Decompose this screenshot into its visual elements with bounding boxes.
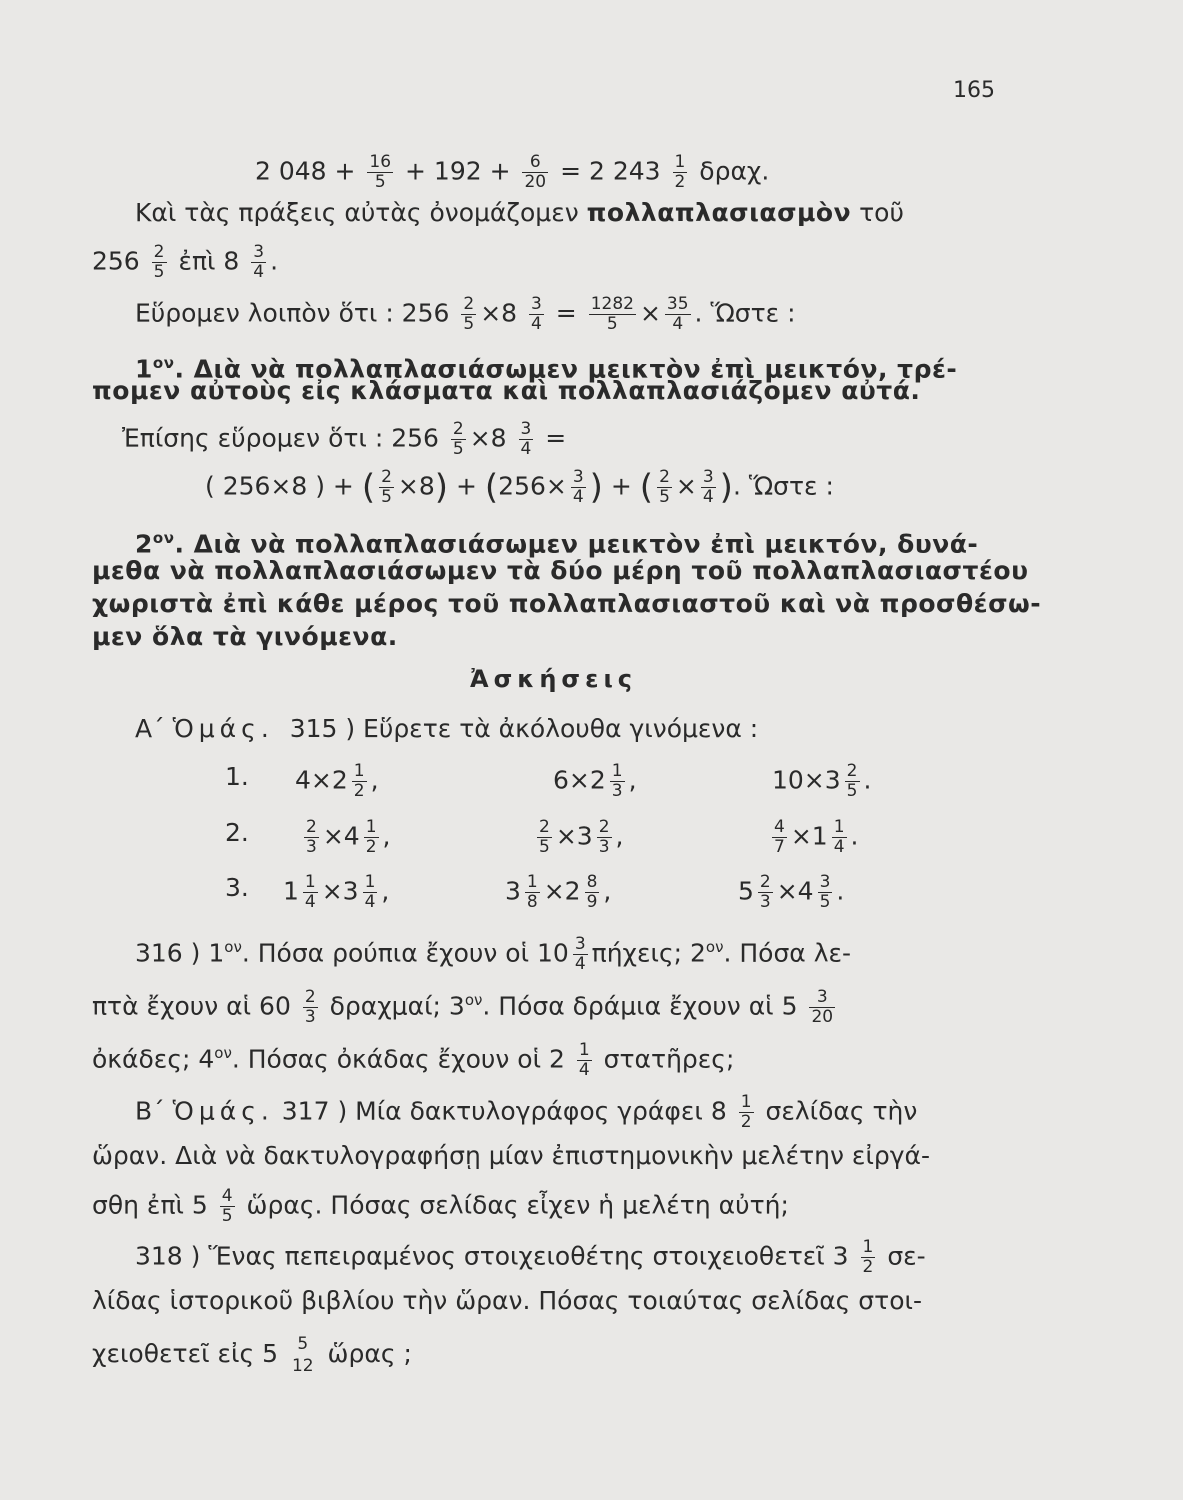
exercise-318: 318 ) Ἕνας πεπειραμένος στοιχειοθέτης στοιχειοθετεῖ 3 $\frac{1}{2}$ σε- xyxy=(135,1237,926,1277)
fraction: $\frac{2}{3}$ xyxy=(306,817,317,857)
fraction: $\frac{4}{7}$ xyxy=(774,817,785,857)
exercise-317-cont: ὥραν. Διὰ νὰ δακτυλογραφήσῃ μίαν ἐπιστημονικὴν μελέτην εἰργά- xyxy=(92,1141,931,1170)
fraction: $\frac{8}{9}$ xyxy=(586,872,598,912)
exercise-318-cont: χειοθετεῖ εἰς 5 5 12 ὥρας ; xyxy=(92,1334,412,1376)
fraction: 5 12 xyxy=(291,1334,314,1376)
fraction: $\frac{2}{3}$ xyxy=(598,817,610,857)
fraction: $\frac{1}{2}$ xyxy=(365,817,377,857)
fraction: $\frac{1}{4}$ xyxy=(578,1039,590,1080)
fraction: $\frac{4}{5}$ xyxy=(221,1186,233,1226)
fraction: $\frac{1}{4}$ xyxy=(304,872,316,912)
fraction: $\frac{1}{2}$ xyxy=(740,1092,752,1132)
fraction: $\frac{2}{5}$ xyxy=(539,817,550,857)
text-line: 256 $\frac{2}{5}$ ἐπὶ 8 $\frac{3}{4}$ . xyxy=(92,242,279,282)
sum-equation: 2 048 + $\frac{16}{5}$ + 192 + $\frac{6}{20}$ = 2 243 $\frac{1}{2}$ δραχ. xyxy=(255,152,770,192)
fraction: $\frac{3}{4}$ xyxy=(531,294,542,334)
exercise-item: 3 $\frac{1}{8}$ ×2 $\frac{8}{9}$ , xyxy=(505,872,612,912)
fraction: $\frac{3}{4}$ xyxy=(520,419,532,459)
exercise-item: 5 $\frac{2}{3}$ ×4 $\frac{3}{5}$ . xyxy=(738,872,845,912)
exercise-316-cont: πτὰ ἔχουν αἱ 60 $\frac{2}{3}$ δραχμαί; $3^{o\nu}$. Πόσα δράμια ἔχουν αἱ 5 $\frac{3}{20}$ xyxy=(92,986,834,1027)
text-line: Καὶ τὰς πράξεις αὐτὰς ὀνομάζομεν πολλαπλασιασμὸν τοῦ xyxy=(135,198,904,227)
fraction: $\frac{3}{4}$ xyxy=(702,467,714,507)
fraction: $\frac{2}{5}$ xyxy=(463,294,475,334)
fraction: $\frac{3}{4}$ xyxy=(572,467,584,507)
exercise-317-cont: σθη ἐπὶ 5 $\frac{4}{5}$ ὥρας. Πόσας σελίδας εἶχεν ἡ μελέτη αὐτή; xyxy=(92,1186,789,1226)
fraction: $\frac{1}{3}$ xyxy=(611,761,623,801)
fraction: $\frac{35}{4}$ xyxy=(666,294,689,334)
exercise-316: 316 ) $1^{o\nu}$. Πόσα ρούπια ἔχουν οἱ 10 $\frac{3}{4}$ πήχεις; $2^{o\nu}$. Πόσα λε- xyxy=(135,933,852,974)
fraction: $\frac{1}{4}$ xyxy=(364,872,376,912)
exercise-item: $\frac{4}{7}$ ×1 $\frac{1}{4}$ . xyxy=(774,817,859,857)
fraction: $\frac{2}{5}$ xyxy=(846,761,858,801)
exercise-item: 6×2 $\frac{1}{3}$ , xyxy=(553,761,637,801)
text-line: Εὕρομεν λοιπὸν ὅτι : 256 $\frac{2}{5}$ ×8 $\frac{3}{4}$ = $\frac{1282}{5}$ × $\frac{35}{4}$ . Ὥστε : xyxy=(135,294,796,334)
rule-2-cont: μεν ὅλα τὰ γινόμενα. xyxy=(92,622,398,651)
section-heading: Ἀσκήσεις xyxy=(470,665,638,693)
fraction: $\frac{1}{2}$ xyxy=(674,152,686,192)
rule-2-cont: μεθα νὰ πολλαπλασιάσωμεν τὰ δύο μέρη τοῦ πολλαπλασιαστέου xyxy=(92,556,1029,585)
rule-2: $2^{o\nu}$. Διὰ νὰ πολλαπλασιάσωμεν μεικτὸν ἐπὶ μεικτόν, δυνά- xyxy=(135,529,979,559)
group-a-header: Α΄ Ὁμάς. 315 ) Εὕρετε τὰ ἀκόλουθα γινόμενα : xyxy=(135,714,759,743)
fraction: $\frac{6}{20}$ xyxy=(524,152,547,192)
fraction: $\frac{2}{5}$ xyxy=(381,467,392,507)
rule-1: $1^{o\nu}$. Διὰ νὰ πολλαπλασιάσωμεν μεικτὸν ἐπὶ μεικτόν, τρέ- xyxy=(135,354,958,384)
page-number: 165 xyxy=(953,78,995,103)
exercise-317: Β΄ Ὁμάς. 317 ) Μία δακτυλογράφος γράφει 8 $\frac{1}{2}$ σελίδας τὴν xyxy=(135,1092,918,1132)
exercise-label: 1. xyxy=(225,762,249,791)
exercise-item: 4×2 $\frac{1}{2}$ , xyxy=(295,761,379,801)
fraction: $\frac{16}{5}$ xyxy=(369,152,392,192)
fraction: $\frac{1}{2}$ xyxy=(353,761,365,801)
text-line: Ἐπίσης εὕρομεν ὅτι : 256 $\frac{2}{5}$ ×8 $\frac{3}{4}$ = xyxy=(122,419,567,459)
exercise-316-cont: ὀκάδες; $4^{o\nu}$. Πόσας ὀκάδας ἔχουν οἱ 2 $\frac{1}{4}$ στατῆρες; xyxy=(92,1039,735,1080)
expansion-equation: ( 256×8 ) + ( $\frac{2}{5}$ ×8) + (256× $\frac{3}{4}$ ) + ( $\frac{2}{5}$ × $\frac{3}{4}$ ). Ὥστε : xyxy=(205,467,834,508)
fraction: $\frac{3}{5}$ xyxy=(819,872,831,912)
fraction: $\frac{3}{4}$ xyxy=(574,933,586,974)
exercise-item: $\frac{2}{5}$ ×3 $\frac{2}{3}$ , xyxy=(539,817,624,857)
fraction: $\frac{3}{4}$ xyxy=(253,242,265,282)
rule-2-cont: χωριστὰ ἐπὶ κάθε μέρος τοῦ πολλαπλασιαστοῦ καὶ νὰ προσθέσω- xyxy=(92,589,1042,618)
fraction: $\frac{1282}{5}$ xyxy=(590,294,634,334)
exercise-318-cont: λίδας ἱστορικοῦ βιβλίου τὴν ὥραν. Πόσας τοιαύτας σελίδας στοι- xyxy=(92,1286,922,1315)
exercise-item: 1 $\frac{1}{4}$ ×3 $\frac{1}{4}$ , xyxy=(283,872,390,912)
fraction: $\frac{2}{5}$ xyxy=(153,242,165,282)
fraction: $\frac{2}{5}$ xyxy=(659,467,670,507)
fraction: $\frac{2}{3}$ xyxy=(759,872,771,912)
fraction: $\frac{1}{2}$ xyxy=(862,1237,874,1277)
fraction: $\frac{2}{3}$ xyxy=(304,986,316,1027)
exercise-item: $\frac{2}{3}$ ×4 $\frac{1}{2}$ , xyxy=(306,817,391,857)
exercise-label: 3. xyxy=(225,873,249,902)
exercise-label: 2. xyxy=(225,818,249,847)
fraction: $\frac{1}{8}$ xyxy=(526,872,538,912)
rule-1-cont: πομεν αὐτοὺς εἰς κλάσματα καὶ πολλαπλασιάζομεν αὐτά. xyxy=(92,376,921,405)
fraction: $\frac{3}{20}$ xyxy=(811,986,834,1027)
exercise-item: 10×3 $\frac{2}{5}$ . xyxy=(772,761,872,801)
fraction: $\frac{2}{5}$ xyxy=(452,419,464,459)
fraction: $\frac{1}{4}$ xyxy=(833,817,845,857)
